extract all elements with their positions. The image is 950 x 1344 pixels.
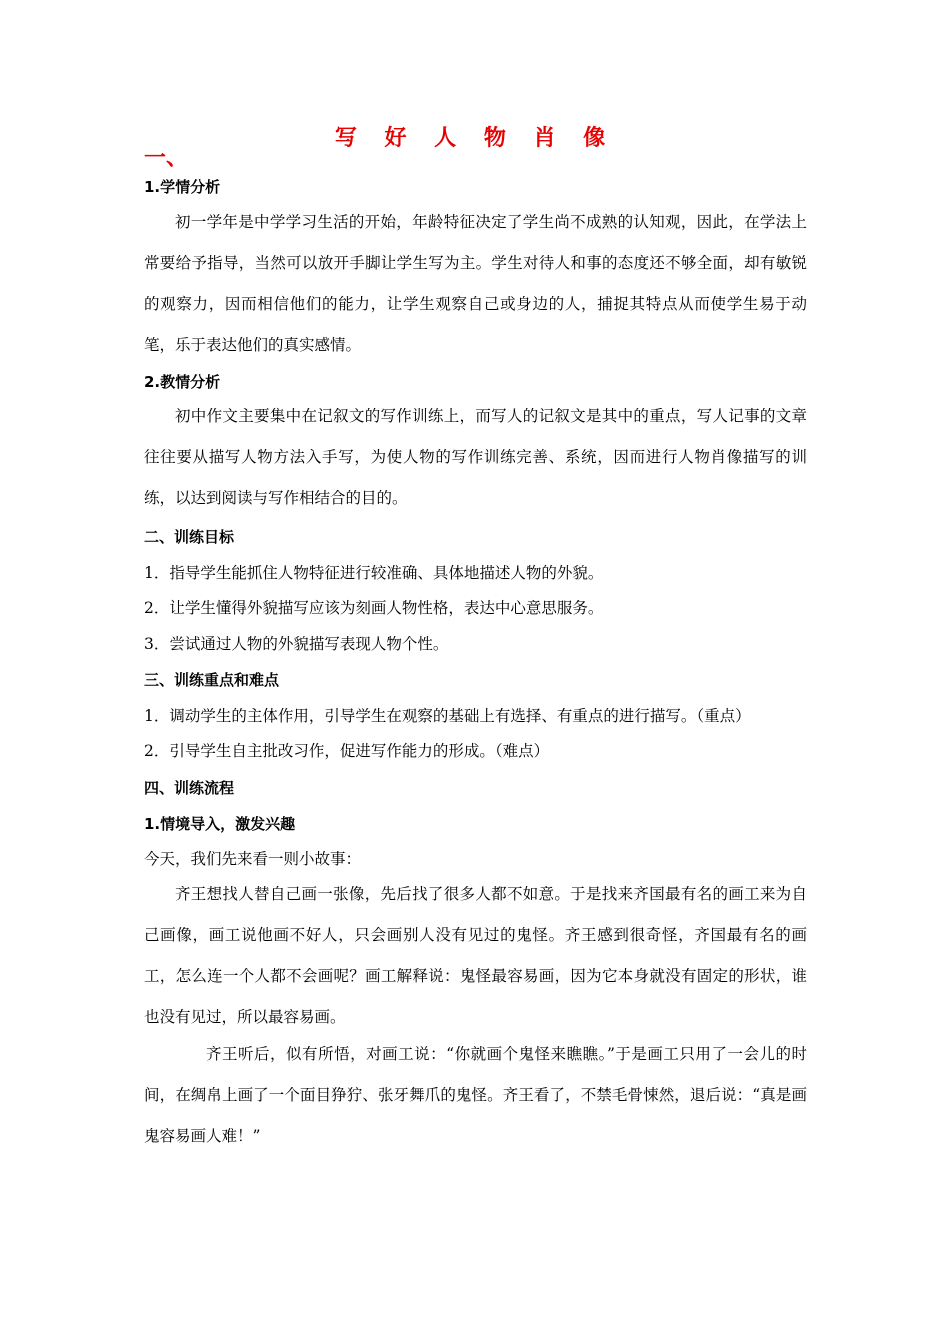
paragraph-student-analysis: 初一学年是中学学习生活的开始，年龄特征决定了学生尚不成熟的认知观，因此，在学法上常要给予指导，当然可以放开手脚让学生写为主。学生对待人和事的态度还不够全面，却有敏锐的观察力，因而相信他们的能力，让学生观察自己或身边的人，捕捉其特点从而使学生易于动笔，乐于表达他们的真实感情。 bbox=[144, 213, 807, 354]
goal-item-2: 2．让学生懂得外貌描写应该为刻画人物性格，表达中心意思服务。 bbox=[144, 599, 604, 617]
heading-student-analysis: 1.学情分析 bbox=[144, 178, 221, 196]
goal-item-3: 3．尝试通过人物的外貌描写表现人物个性。 bbox=[144, 635, 449, 653]
document-title: 写 好 人 物 肖 像 bbox=[334, 126, 616, 151]
paragraph-teaching-analysis: 初中作文主要集中在记叙文的写作训练上，而写人的记叙文是其中的重点，写人记事的文章往往要从描写人物方法入手写，为使人物的写作训练完善、系统，因而进行人物肖像描写的训练，以达到阅读与写作相结合的目的。 bbox=[144, 407, 807, 507]
heading-focus-difficulty: 三、训练重点和难点 bbox=[144, 671, 280, 689]
focus-item-2: 2．引导学生自主批改习作，促进写作能力的形成。（难点） bbox=[144, 742, 550, 760]
story-paragraph-1: 齐王想找人替自己画一张像，先后找了很多人都不如意。于是找来齐国最有名的画工来为自己画像，画工说他画不好人，只会画别人没有见过的鬼怪。齐王感到很奇怪，齐国最有名的画工，怎么连一个人都不会画呢？画工解释说：鬼怪最容易画，因为它本身就没有固定的形状，谁也没有见过，所以最容易画。 bbox=[144, 885, 807, 1026]
heading-training-goals: 二、训练目标 bbox=[144, 528, 235, 546]
story-paragraph-2: 齐王听后，似有所悟，对画工说：“你就画个鬼怪来瞧瞧。”于是画工只用了一会儿的时间，在绸帛上画了一个面目狰狞、张牙舞爪的鬼怪。齐王看了，不禁毛骨悚然，退后说：“真是画鬼容易画人难！” bbox=[144, 1045, 807, 1145]
story-intro-line: 今天，我们先来看一则小故事： bbox=[144, 850, 362, 868]
heading-teaching-analysis: 2.教情分析 bbox=[144, 373, 221, 391]
focus-item-1: 1．调动学生的主体作用，引导学生在观察的基础上有选择、有重点的进行描写。（重点） bbox=[144, 707, 751, 725]
heading-situation-intro: 1.情境导入，激发兴趣 bbox=[144, 815, 296, 833]
heading-training-flow: 四、训练流程 bbox=[144, 779, 235, 797]
goal-item-1: 1．指导学生能抓住人物特征进行较准确、具体地描述人物的外貌。 bbox=[144, 564, 604, 582]
section-number-one: 一、 bbox=[144, 146, 189, 171]
